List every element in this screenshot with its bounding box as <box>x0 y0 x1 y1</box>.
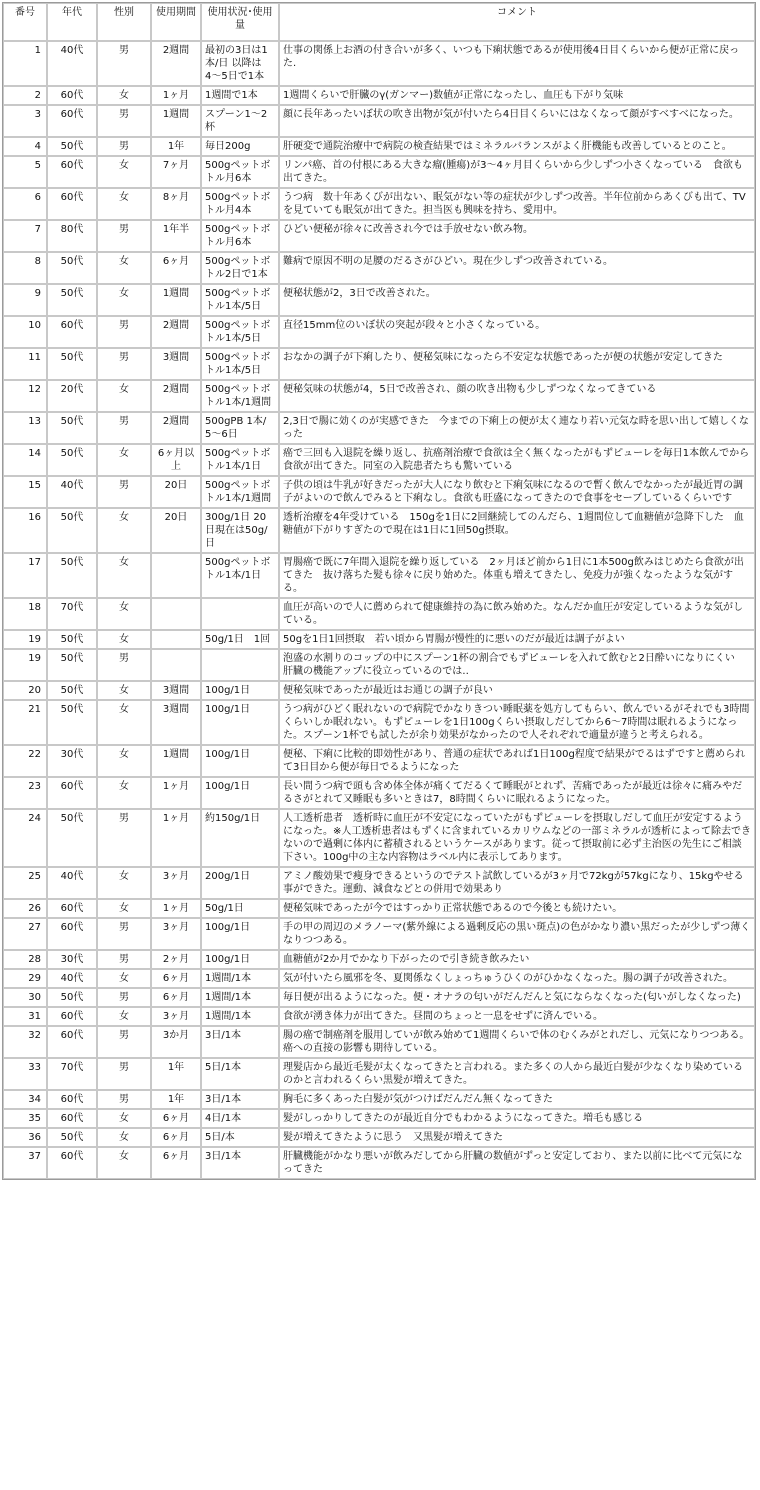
header-number: 番号 <box>3 3 47 41</box>
table-row <box>3 969 755 988</box>
row-comment: 肝硬変で通院治療中で病院の検査結果ではミネラルバランスがよく肝機能も改善しているとのこと。 <box>279 137 755 156</box>
row-period: 2週間 <box>151 380 201 412</box>
row-period: 3か月 <box>151 1026 201 1058</box>
row-number: 19 <box>3 649 47 681</box>
row-age: 70代 <box>47 598 97 630</box>
row-number: 21 <box>3 700 47 745</box>
row-age: 50代 <box>47 649 97 681</box>
row-number: 29 <box>3 969 47 988</box>
row-usage: 100g/1日 <box>201 681 279 700</box>
row-comment: 便秘気味であったが最近はお通じの調子が良い <box>279 681 755 700</box>
row-comment: 難病で原因不明の足腰のだるさがひどい。現在少しずつ改善されている。 <box>279 252 755 284</box>
table-row <box>3 899 755 918</box>
row-number: 36 <box>3 1128 47 1147</box>
testimonial-table-container <box>2 2 754 1180</box>
row-period: 1年半 <box>151 220 201 252</box>
row-comment: 腸の癌で制癌剤を服用していが飲み始めて1週間くらいで体のむくみがとれだし、元気になりつつある。癌への直接の影響も期待している。 <box>279 1026 755 1058</box>
table-row <box>3 867 755 899</box>
row-age: 30代 <box>47 745 97 777</box>
row-age: 20代 <box>47 380 97 412</box>
row-age: 50代 <box>47 508 97 553</box>
row-usage: 1週間/1本 <box>201 988 279 1007</box>
row-usage: 50g/1日 1回 <box>201 630 279 649</box>
row-usage: 500gPB 1本/5〜6日 <box>201 412 279 444</box>
row-usage: 5日/1本 <box>201 1058 279 1090</box>
row-age: 50代 <box>47 681 97 700</box>
table-row <box>3 1026 755 1058</box>
row-comment: 血糖値が2か月でかなり下がったので引き続き飲みたい <box>279 950 755 969</box>
row-age: 60代 <box>47 1090 97 1109</box>
row-usage: 500gペットボトル月4本 <box>201 188 279 220</box>
row-period: 1年 <box>151 1058 201 1090</box>
table-row <box>3 252 755 284</box>
row-comment: 毎日便が出るようになった。便・オナラの匂いがだんだんと気にならなくなった(匂いがしなくなった) <box>279 988 755 1007</box>
row-period <box>151 649 201 681</box>
row-sex: 女 <box>97 86 151 105</box>
row-period: 6ヶ月 <box>151 1147 201 1179</box>
row-comment: 人工透析患者 透析時に血圧が不安定になっていたがもずピューレを摂取しだして血圧が安定するようになった。※人工透析患者はもずくに含まれているカリウムなどの一部ミネラルが透析によって除去できないので過剰に体内に蓄積されるというケースがあります。従って摂取前に必ず主治医の先生にご相談下さい。100g中の主な内容物はラベル内に表示してあります。 <box>279 809 755 867</box>
row-usage <box>201 649 279 681</box>
row-usage: 3日/1本 <box>201 1026 279 1058</box>
row-comment: 理髪店から最近毛髪が太くなってきたと言われる。また多くの人から最近白髪が少なくなり染めているのかと言われるくらい黒髪が増えてきた。 <box>279 1058 755 1090</box>
row-comment: 透析治療を4年受けている 150gを1日に2回継続してのんだら、1週間位して血糖値が急降下した 血糖値が下がりすぎたので現在は1日に1回50g摂取。 <box>279 508 755 553</box>
table-row <box>3 476 755 508</box>
row-age: 50代 <box>47 988 97 1007</box>
table-row <box>3 1147 755 1179</box>
row-usage: 5日/本 <box>201 1128 279 1147</box>
row-period: 3週間 <box>151 348 201 380</box>
table-row <box>3 1128 755 1147</box>
row-usage: 3日/1本 <box>201 1090 279 1109</box>
row-period: 6ヶ月 <box>151 252 201 284</box>
row-period: 7ヶ月 <box>151 156 201 188</box>
row-sex: 女 <box>97 777 151 809</box>
header-age: 年代 <box>47 3 97 41</box>
table-row <box>3 809 755 867</box>
table-row <box>3 777 755 809</box>
row-usage: スプーン1〜2杯 <box>201 105 279 137</box>
table-row <box>3 630 755 649</box>
row-period <box>151 598 201 630</box>
row-age: 60代 <box>47 1147 97 1179</box>
row-sex: 男 <box>97 316 151 348</box>
row-number: 20 <box>3 681 47 700</box>
row-period: 1週間 <box>151 745 201 777</box>
row-usage: 500gペットボトル1本/1日 <box>201 444 279 476</box>
row-comment: 血圧が高いので人に薦められて健康維持の為に飲み始めた。なんだか血圧が安定しているような気がしている。 <box>279 598 755 630</box>
table-row <box>3 137 755 156</box>
row-usage: 300g/1日 20日現在は50g/日 <box>201 508 279 553</box>
row-sex: 女 <box>97 188 151 220</box>
row-comment: 肝臓機能がかなり悪いが飲みだしてから肝臓の数値がずっと安定しており、また以前に比べて元気になってきた <box>279 1147 755 1179</box>
row-sex: 男 <box>97 105 151 137</box>
row-usage: 100g/1日 <box>201 745 279 777</box>
row-comment: 髪が増えてきたように思う 又黒髪が増えてきた <box>279 1128 755 1147</box>
row-number: 34 <box>3 1090 47 1109</box>
table-row <box>3 1090 755 1109</box>
table-row <box>3 156 755 188</box>
table-body <box>3 41 755 1179</box>
row-number: 37 <box>3 1147 47 1179</box>
row-age: 60代 <box>47 1007 97 1026</box>
row-comment: 気が付いたら風邪を冬、夏関係なくしょっちゅうひくのがひかなくなった。腸の調子が改善された。 <box>279 969 755 988</box>
table-row <box>3 918 755 950</box>
row-usage: 100g/1日 <box>201 918 279 950</box>
row-sex: 女 <box>97 630 151 649</box>
row-age: 50代 <box>47 252 97 284</box>
table-row <box>3 380 755 412</box>
row-age: 50代 <box>47 553 97 598</box>
row-usage: 500gペットボトル1本/1週間 <box>201 380 279 412</box>
row-usage: 100g/1日 <box>201 950 279 969</box>
header-row <box>3 3 755 41</box>
row-period <box>151 553 201 598</box>
row-usage: 最初の3日は1本/日 以降は4〜5日で1本 <box>201 41 279 86</box>
row-sex: 女 <box>97 1128 151 1147</box>
row-period: 3ヶ月 <box>151 867 201 899</box>
row-comment: リンパ癌、首の付根にある大きな瘤(腫瘍)が3〜4ヶ月目くらいから少しずつ小さくなっている 食欲も出てきた。 <box>279 156 755 188</box>
row-sex: 男 <box>97 988 151 1007</box>
row-period: 2週間 <box>151 41 201 86</box>
row-usage <box>201 598 279 630</box>
row-number: 16 <box>3 508 47 553</box>
row-age: 60代 <box>47 899 97 918</box>
table-row <box>3 950 755 969</box>
row-usage: 1週間/1本 <box>201 969 279 988</box>
row-age: 60代 <box>47 316 97 348</box>
row-usage: 500gペットボトル1本/5日 <box>201 284 279 316</box>
table-row <box>3 1007 755 1026</box>
table-row <box>3 988 755 1007</box>
row-usage: 500gペットボトル1本/5日 <box>201 348 279 380</box>
row-usage: 50g/1日 <box>201 899 279 918</box>
row-usage: 毎日200g <box>201 137 279 156</box>
row-comment: 2,3日で腸に効くのが実感できた 今までの下痢上の便が太く連なり若い元気な時を思い出して嬉しくなった <box>279 412 755 444</box>
row-usage: 1週間/1本 <box>201 1007 279 1026</box>
row-sex: 男 <box>97 412 151 444</box>
row-usage: 200g/1日 <box>201 867 279 899</box>
row-usage: 500gペットボトル月6本 <box>201 220 279 252</box>
row-comment: 顔に長年あったいぼ状の吹き出物が気が付いたら4日目くらいにはなくなって顔がすべすべになった。 <box>279 105 755 137</box>
row-age: 50代 <box>47 809 97 867</box>
row-age: 60代 <box>47 156 97 188</box>
row-number: 9 <box>3 284 47 316</box>
table-row <box>3 553 755 598</box>
row-sex: 男 <box>97 809 151 867</box>
row-period: 6ヶ月 <box>151 988 201 1007</box>
row-number: 4 <box>3 137 47 156</box>
table-row <box>3 681 755 700</box>
row-period: 6ヶ月 <box>151 1109 201 1128</box>
table-row <box>3 598 755 630</box>
row-number: 35 <box>3 1109 47 1128</box>
row-period: 1ヶ月 <box>151 899 201 918</box>
row-period: 8ヶ月 <box>151 188 201 220</box>
row-comment: 泡盛の水割りのコップの中にスプーン1杯の割合でもずピューレを入れて飲むと2日酔いになりにくい 肝臓の機能アップに役立っているのでは‥ <box>279 649 755 681</box>
row-sex: 男 <box>97 649 151 681</box>
header-period: 使用期間 <box>151 3 201 41</box>
table-row <box>3 86 755 105</box>
row-age: 50代 <box>47 137 97 156</box>
row-comment: 癌で三回も入退院を繰り返し、抗癌剤治療で食欲は全く無くなったがもずピューレを毎日1本飲んでから食欲が出てきた。同室の入院患者たちも驚いている <box>279 444 755 476</box>
row-comment: 胃腸癌で既に7年間入退院を繰り返している 2ヶ月ほど前から1日に1本500g飲みはじめたら食欲が出てきた 抜け落ちた髪も徐々に戻り始めた。体重も増えてきたし、免疫力が強くなったような気がする。 <box>279 553 755 598</box>
row-period: 2週間 <box>151 412 201 444</box>
row-number: 1 <box>3 41 47 86</box>
row-comment: 便秘気味の状態が4，5日で改善され、顔の吹き出物も少しずつなくなってきている <box>279 380 755 412</box>
table-row <box>3 508 755 553</box>
row-sex: 女 <box>97 1007 151 1026</box>
row-usage: 500gペットボトル月6本 <box>201 156 279 188</box>
row-age: 70代 <box>47 1058 97 1090</box>
row-number: 15 <box>3 476 47 508</box>
row-number: 32 <box>3 1026 47 1058</box>
row-sex: 男 <box>97 1090 151 1109</box>
row-age: 30代 <box>47 950 97 969</box>
row-comment: 1週間くらいで肝臓のγ(ガンマー)数値が正常になったし、血圧も下がり気味 <box>279 86 755 105</box>
row-number: 26 <box>3 899 47 918</box>
row-number: 3 <box>3 105 47 137</box>
table-row <box>3 220 755 252</box>
row-sex: 男 <box>97 137 151 156</box>
row-age: 60代 <box>47 1026 97 1058</box>
row-number: 14 <box>3 444 47 476</box>
row-comment: 直径15mm位のいぼ状の突起が段々と小さくなっている。 <box>279 316 755 348</box>
row-sex: 女 <box>97 598 151 630</box>
table-row <box>3 1058 755 1090</box>
row-comment: 便秘気味であったが今ではすっかり正常状態であるので今後とも続けたい。 <box>279 899 755 918</box>
row-sex: 女 <box>97 745 151 777</box>
row-period: 3ヶ月 <box>151 1007 201 1026</box>
table-row <box>3 41 755 86</box>
row-period: 2ヶ月 <box>151 950 201 969</box>
row-sex: 女 <box>97 380 151 412</box>
row-number: 30 <box>3 988 47 1007</box>
row-sex: 男 <box>97 41 151 86</box>
row-sex: 女 <box>97 700 151 745</box>
row-comment: 便秘、下痢に比較的即効性があり、普通の症状であれば1日100g程度で結果がでるはずですと薦められて3日目から便が毎日でるようになった <box>279 745 755 777</box>
row-sex: 女 <box>97 1109 151 1128</box>
row-age: 50代 <box>47 1128 97 1147</box>
row-number: 6 <box>3 188 47 220</box>
row-number: 10 <box>3 316 47 348</box>
row-sex: 女 <box>97 444 151 476</box>
row-number: 19 <box>3 630 47 649</box>
row-sex: 男 <box>97 1026 151 1058</box>
row-usage: 4日/1本 <box>201 1109 279 1128</box>
row-sex: 女 <box>97 681 151 700</box>
row-number: 2 <box>3 86 47 105</box>
row-period: 6ヶ月 <box>151 1128 201 1147</box>
table-row <box>3 700 755 745</box>
row-age: 40代 <box>47 476 97 508</box>
header-comment: コメント <box>279 3 755 41</box>
row-period: 1週間 <box>151 105 201 137</box>
row-period: 6ヶ月 <box>151 969 201 988</box>
row-number: 8 <box>3 252 47 284</box>
row-period: 20日 <box>151 476 201 508</box>
row-usage: 500gペットボトル2日で1本 <box>201 252 279 284</box>
row-period: 1ヶ月 <box>151 777 201 809</box>
row-age: 60代 <box>47 105 97 137</box>
row-number: 18 <box>3 598 47 630</box>
row-sex: 男 <box>97 918 151 950</box>
row-period: 1年 <box>151 1090 201 1109</box>
row-number: 24 <box>3 809 47 867</box>
header-usage: 使用状況･使用量 <box>201 3 279 41</box>
row-age: 60代 <box>47 1109 97 1128</box>
row-number: 12 <box>3 380 47 412</box>
row-usage: 1週間で1本 <box>201 86 279 105</box>
testimonial-table <box>2 2 756 1180</box>
table-row <box>3 284 755 316</box>
row-sex: 女 <box>97 899 151 918</box>
row-comment: ひどい便秘が徐々に改善され今では手放せない飲み物。 <box>279 220 755 252</box>
row-usage: 3日/1本 <box>201 1147 279 1179</box>
row-number: 31 <box>3 1007 47 1026</box>
row-age: 50代 <box>47 444 97 476</box>
header-sex: 性別 <box>97 3 151 41</box>
table-row <box>3 188 755 220</box>
row-sex: 女 <box>97 553 151 598</box>
row-age: 50代 <box>47 284 97 316</box>
row-age: 50代 <box>47 348 97 380</box>
row-age: 60代 <box>47 188 97 220</box>
row-sex: 女 <box>97 508 151 553</box>
row-number: 7 <box>3 220 47 252</box>
row-comment: 髪がしっかりしてきたのが最近自分でもわかるようになってきた。増毛も感じる <box>279 1109 755 1128</box>
row-usage: 100g/1日 <box>201 777 279 809</box>
row-age: 50代 <box>47 700 97 745</box>
row-number: 28 <box>3 950 47 969</box>
row-period: 1ヶ月 <box>151 86 201 105</box>
row-comment: 手の甲の周辺のメラノーマ(紫外線による過剰反応の黒い斑点)の色がかなり濃い黒だったが少しずつ薄くなりつつある。 <box>279 918 755 950</box>
row-period: 6ヶ月以上 <box>151 444 201 476</box>
row-number: 5 <box>3 156 47 188</box>
row-age: 50代 <box>47 412 97 444</box>
row-sex: 男 <box>97 1058 151 1090</box>
table-row <box>3 1109 755 1128</box>
row-comment: おなかの調子が下痢したり、便秘気味になったら不安定な状態であったが便の状態が安定してきた <box>279 348 755 380</box>
row-period: 1ヶ月 <box>151 809 201 867</box>
row-comment: 便秘状態が2，3日で改善された。 <box>279 284 755 316</box>
row-comment: うつ病 数十年あくびが出ない、眠気がない等の症状が少しずつ改善。半年位前からあくびも出て、TVを見ていても眠気が出てきた。担当医も興味を持ち、愛用中。 <box>279 188 755 220</box>
row-period: 3ヶ月 <box>151 918 201 950</box>
row-number: 17 <box>3 553 47 598</box>
row-number: 13 <box>3 412 47 444</box>
row-comment: 長い間うつ病で頭も含め体全体が痛くてだるくて睡眠がとれず、苦痛であったが最近は徐々に痛みやだるさがとれて又睡眠も多いときは7，8時間くらいに眠れるようになった。 <box>279 777 755 809</box>
row-sex: 女 <box>97 252 151 284</box>
table-row <box>3 105 755 137</box>
row-comment: うつ病がひどく眠れないので病院でかなりきつい睡眠薬を処方してもらい、飲んでいるがそれでも3時間くらいしか眠れない。もずピューレを1日100gくらい摂取しだしてから6〜7時間は眠れるようになった。スプーン1杯でも試したが余り効果がなかったので人それぞれで適量が違うと考えられる。 <box>279 700 755 745</box>
row-sex: 女 <box>97 284 151 316</box>
row-period: 3週間 <box>151 681 201 700</box>
row-sex: 女 <box>97 969 151 988</box>
row-number: 11 <box>3 348 47 380</box>
row-age: 50代 <box>47 630 97 649</box>
row-sex: 女 <box>97 867 151 899</box>
row-age: 40代 <box>47 969 97 988</box>
row-sex: 男 <box>97 348 151 380</box>
table-row <box>3 348 755 380</box>
row-usage: 500gペットボトル1本/5日 <box>201 316 279 348</box>
row-age: 40代 <box>47 867 97 899</box>
table-row <box>3 316 755 348</box>
row-period: 1週間 <box>151 284 201 316</box>
row-comment: アミノ酸効果で痩身できるというのでテスト試飲しているが3ヶ月で72kgが57kgになり、15kgやせる事ができた。運動、減食などとの併用で効果あり <box>279 867 755 899</box>
row-age: 60代 <box>47 777 97 809</box>
row-sex: 男 <box>97 220 151 252</box>
row-number: 22 <box>3 745 47 777</box>
row-number: 33 <box>3 1058 47 1090</box>
row-sex: 男 <box>97 476 151 508</box>
row-age: 40代 <box>47 41 97 86</box>
row-comment: 50gを1日1回摂取 若い頃から胃腸が慢性的に悪いのだが最近は調子がよい <box>279 630 755 649</box>
row-usage: 500gペットボトル1本/1週間 <box>201 476 279 508</box>
table-row <box>3 649 755 681</box>
row-sex: 男 <box>97 950 151 969</box>
row-comment: 子供の頃は牛乳が好きだったが大人になり飲むと下痢気味になるので暫く飲んでなかったが最近胃の調子がよいので飲んでみると下痢なし。食欲も旺盛になってきたので食事をセーブしているくらいです <box>279 476 755 508</box>
row-age: 60代 <box>47 918 97 950</box>
table-row <box>3 444 755 476</box>
row-comment: 食欲が湧き体力が出てきた。昼間のちょっと一息をせずに済んでいる。 <box>279 1007 755 1026</box>
table-row <box>3 412 755 444</box>
row-period: 2週間 <box>151 316 201 348</box>
row-number: 27 <box>3 918 47 950</box>
row-sex: 女 <box>97 156 151 188</box>
row-sex: 女 <box>97 1147 151 1179</box>
row-period <box>151 630 201 649</box>
row-age: 80代 <box>47 220 97 252</box>
row-age: 60代 <box>47 86 97 105</box>
row-period: 3週間 <box>151 700 201 745</box>
row-number: 23 <box>3 777 47 809</box>
row-period: 20日 <box>151 508 201 553</box>
row-comment: 胸毛に多くあった白髪が気がつけばだんだん無くなってきた <box>279 1090 755 1109</box>
row-period: 1年 <box>151 137 201 156</box>
row-usage: 500gペットボトル1本/1日 <box>201 553 279 598</box>
row-usage: 100g/1日 <box>201 700 279 745</box>
row-usage: 約150g/1日 <box>201 809 279 867</box>
row-comment: 仕事の関係上お酒の付き合いが多く、いつも下痢状態であるが使用後4日目くらいから便が正常に戻った. <box>279 41 755 86</box>
row-number: 25 <box>3 867 47 899</box>
table-row <box>3 745 755 777</box>
